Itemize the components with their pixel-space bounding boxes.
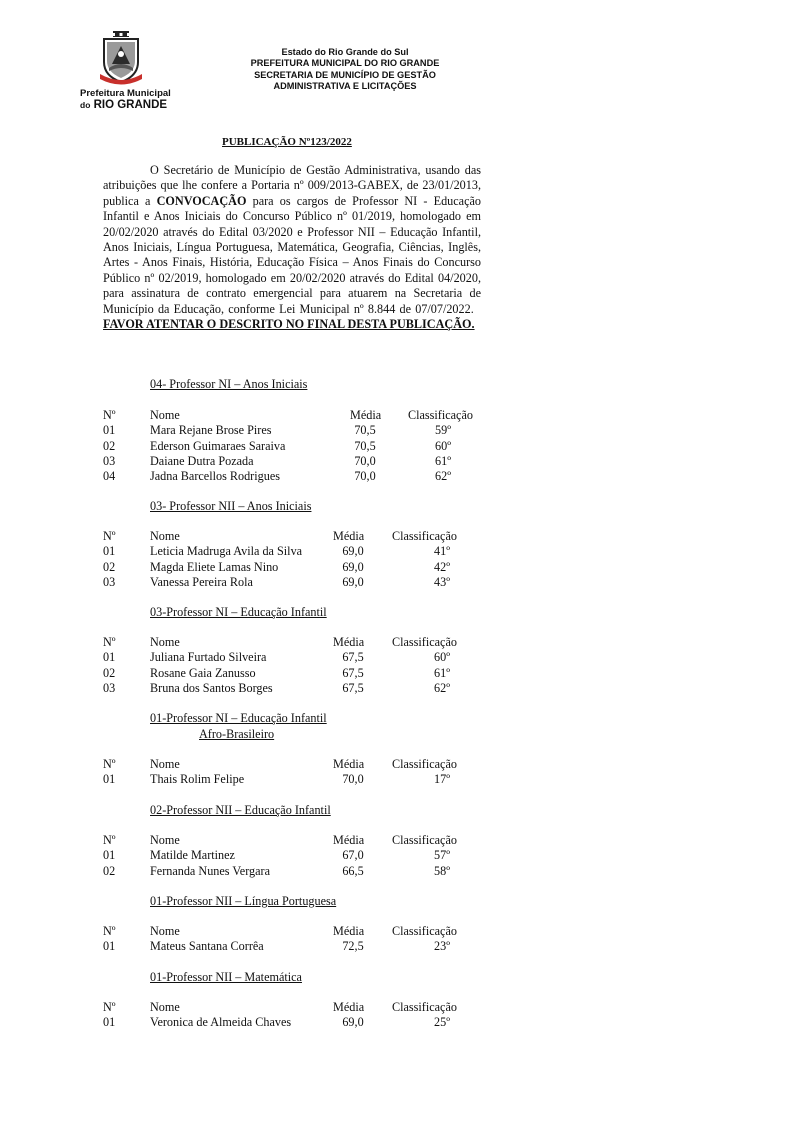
col-header-rank: Classificação: [392, 529, 457, 543]
col-header-number: Nº: [103, 924, 116, 938]
row-name: Veronica de Almeida Chaves: [150, 1015, 292, 1030]
col-header-rank: Classificação: [392, 635, 457, 649]
row-number: 01: [103, 423, 116, 438]
row-rank: 42º: [434, 559, 450, 574]
row-average: 69,0: [342, 574, 364, 589]
row-average: 70,5: [354, 423, 376, 438]
section-subtitle: Afro-Brasileiro: [199, 727, 275, 741]
body-text-2: para os cargos de Professor NI - Educação Infantil e Anos Iniciais do Concurso Público nº 01/2019, homologado em 20/02/2020 através do Edital 03/2020 e Professor NII – Educação Infantil, Anos Iniciais, Língua Portuguesa, Matemática, Geografia, Ciências, Inglês, Artes - Anos Finais, História, Educação Física – Anos Finais do Concurso Público nº 02/2019, homologado em 20/02/2020 através do Edital 04/2020, para assinatura de contrato emergencial para atuarem na Secretaria de Município da Educação, conforme Lei Municipal nº 8.844 de 07/07/2022.: [103, 193, 481, 316]
row-number: 01: [103, 1015, 116, 1030]
col-header-name: Nome: [150, 1000, 180, 1014]
col-header-number: Nº: [103, 635, 116, 649]
row-name: Rosane Gaia Zanusso: [150, 665, 256, 680]
row-rank: 61º: [434, 665, 450, 680]
col-header-average: Média: [333, 757, 365, 771]
row-number: 02: [103, 438, 116, 453]
row-rank: 41º: [434, 544, 450, 559]
col-header-number: Nº: [103, 757, 116, 771]
row-name: Juliana Furtado Silveira: [150, 650, 267, 665]
row-name: Magda Eliete Lamas Nino: [150, 559, 279, 574]
row-number: 01: [103, 848, 116, 863]
document-header: [200, 47, 490, 93]
row-rank: 61º: [435, 453, 451, 468]
row-name: Daiane Dutra Pozada: [150, 453, 254, 468]
row-number: 01: [103, 544, 116, 559]
col-header-name: Nome: [150, 635, 180, 649]
row-name: Fernanda Nunes Vergara: [150, 863, 271, 878]
row-average: 69,0: [342, 559, 364, 574]
row-number: 03: [103, 680, 116, 695]
section-title: 02-Professor NII – Educação Infantil: [150, 803, 331, 817]
row-name: Jadna Barcellos Rodrigues: [150, 469, 280, 484]
row-number: 01: [103, 939, 116, 954]
row-average: 69,0: [342, 1015, 364, 1030]
row-average: 67,5: [342, 665, 364, 680]
col-header-number: Nº: [103, 1000, 116, 1014]
row-average: 70,0: [342, 772, 364, 787]
col-header-average: Média: [333, 1000, 365, 1014]
row-number: 01: [103, 650, 116, 665]
municipal-logo: [80, 30, 171, 116]
section-title: 01-Professor NII – Matemática: [150, 970, 302, 984]
row-average: 70,5: [354, 438, 376, 453]
row-rank: 25º: [434, 1015, 450, 1030]
row-rank: 62º: [435, 469, 451, 484]
row-name: Mateus Santana Corrêa: [150, 939, 264, 954]
col-header-rank: Classificação: [408, 408, 473, 422]
row-rank: 58º: [434, 863, 450, 878]
row-average: 67,5: [342, 680, 364, 695]
row-number: 01: [103, 772, 116, 787]
row-average: 72,5: [342, 939, 364, 954]
row-average: 70,0: [354, 453, 376, 468]
row-number: 02: [103, 863, 116, 878]
col-header-rank: Classificação: [392, 924, 457, 938]
row-name: Mara Rejane Brose Pires: [150, 423, 272, 438]
logo-line-2-main: RIO GRANDE: [93, 99, 168, 111]
row-name: Matilde Martinez: [150, 848, 235, 863]
row-rank: 62º: [434, 680, 450, 695]
section-title: 04- Professor NI – Anos Iniciais: [150, 377, 308, 391]
row-name: Ederson Guimaraes Saraiva: [150, 438, 286, 453]
row-rank: 59º: [435, 423, 451, 438]
header-line-prefecture: PREFEITURA MUNICIPAL DO RIO GRANDE: [250, 58, 440, 69]
section-title: 01-Professor NII – Língua Portuguesa: [150, 894, 337, 908]
col-header-average: Média: [350, 408, 382, 422]
row-average: 69,0: [342, 544, 364, 559]
col-header-name: Nome: [150, 924, 180, 938]
row-rank: 43º: [434, 574, 450, 589]
col-header-name: Nome: [150, 757, 180, 771]
row-average: 66,5: [342, 863, 364, 878]
body-paragraph: [103, 163, 481, 332]
row-name: Thais Rolim Felipe: [150, 772, 245, 787]
row-average: 70,0: [354, 469, 376, 484]
logo-line-1: Prefeitura Municipal: [80, 88, 171, 99]
col-header-rank: Classificação: [392, 757, 457, 771]
row-rank: 23º: [434, 939, 450, 954]
row-rank: 17º: [434, 772, 450, 787]
col-header-number: Nº: [103, 833, 116, 847]
row-rank: 60º: [434, 650, 450, 665]
row-rank: 57º: [434, 848, 450, 863]
row-name: Vanessa Pereira Rola: [150, 574, 253, 589]
row-rank: 60º: [435, 438, 451, 453]
publication-title: PUBLICAÇÃO Nº123/2022: [222, 136, 352, 148]
row-name: Leticia Madruga Avila da Silva: [150, 544, 303, 559]
body-convocation: CONVOCAÇÃO: [156, 193, 247, 208]
col-header-average: Média: [333, 635, 365, 649]
col-header-rank: Classificação: [392, 1000, 457, 1014]
section-title: 03-Professor NI – Educação Infantil: [150, 605, 327, 619]
col-header-average: Média: [333, 529, 365, 543]
row-number: 04: [103, 469, 116, 484]
col-header-average: Média: [333, 833, 365, 847]
col-header-number: Nº: [103, 529, 116, 543]
row-number: 02: [103, 559, 116, 574]
col-header-average: Média: [333, 924, 365, 938]
col-header-number: Nº: [103, 408, 116, 422]
row-name: Bruna dos Santos Borges: [150, 680, 273, 695]
body-text-1: O Secretário de Município de Gestão Administrativa, usando das atribuições que lhe confere a Portaria nº 009/2013-GABEX, de 23/01/2013, publica a: [103, 163, 481, 208]
section-title: 01-Professor NI – Educação Infantil: [150, 711, 327, 725]
header-line-department: ADMINISTRATIVA E LICITAÇÕES: [273, 81, 417, 92]
header-line-state: Estado do Rio Grande do Sul: [281, 47, 409, 57]
row-average: 67,0: [342, 848, 364, 863]
logo-line-2-prefix: do: [80, 100, 91, 110]
col-header-name: Nome: [150, 833, 180, 847]
coat-of-arms-icon: [98, 30, 144, 86]
row-average: 67,5: [342, 650, 364, 665]
col-header-rank: Classificação: [392, 833, 457, 847]
logo-line-2: [80, 99, 168, 111]
col-header-name: Nome: [150, 408, 180, 422]
attention-notice: FAVOR ATENTAR O DESCRITO NO FINAL DESTA PUBLICAÇÃO.: [103, 317, 475, 332]
header-line-secretariat: SECRETARIA DE MUNICÍPIO DE GESTÃO: [254, 69, 436, 80]
section-title: 03- Professor NII – Anos Iniciais: [150, 499, 312, 513]
row-number: 03: [103, 453, 116, 468]
col-header-name: Nome: [150, 529, 180, 543]
row-number: 03: [103, 574, 116, 589]
row-number: 02: [103, 665, 116, 680]
